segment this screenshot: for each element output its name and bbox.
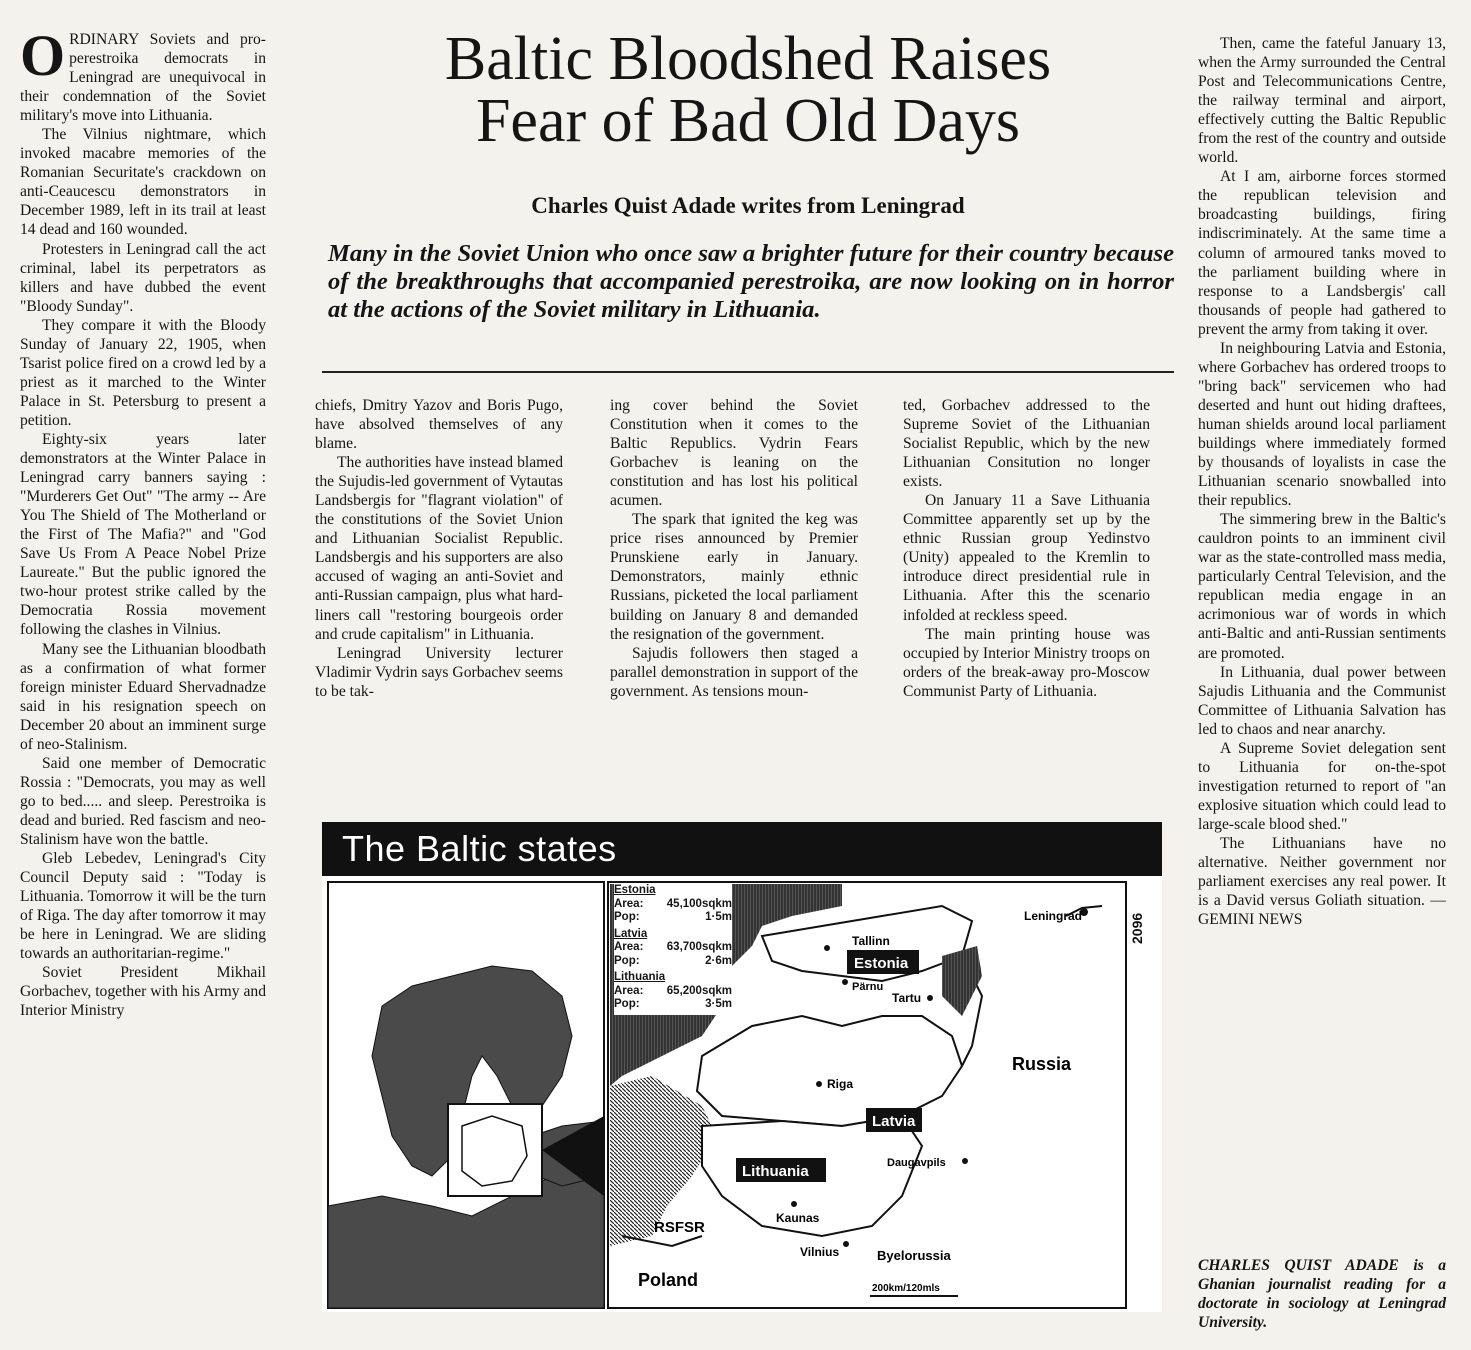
parnu-label: Pärnu	[852, 981, 884, 993]
author-name: CHARLES QUIST ADADE	[1198, 1257, 1399, 1274]
paragraph: The spark that ignited the keg was price rises announced by Premier Prunskiene early in January. Demonstrators, mainly ethnic Russians, picketed the local parliament building on January 8 and demanded the resignation of the government.	[610, 511, 858, 643]
latvia-label: Latvia	[872, 1113, 916, 1130]
stats-pop-value: 1·5m	[705, 911, 732, 923]
country-stats-box	[614, 884, 732, 1015]
poland-label: Poland	[638, 1270, 699, 1290]
tartu-marker	[927, 995, 933, 1001]
map-title: The Baltic states	[342, 828, 617, 869]
stats-area-label: Area:	[614, 897, 644, 910]
standfirst: Many in the Soviet Union who once saw a brighter future for their country because of the breakthroughs that accompanied perestroika, are now looking on in horror at the actions of the Soviet military in Lithuania.	[328, 240, 1174, 324]
stats-lithuania	[614, 971, 732, 1012]
paragraph: In neighbouring Latvia and Estonia, where Gorbachev has ordered troops to "bring back" servicemen who had deserted and hunt out hiding draftees, human shields around local parliament buildings where immediately formed by thousands of loyalists in case the Lithuanian scenario snowballed into their republics.	[1198, 339, 1446, 510]
kaunas-marker	[791, 1201, 797, 1207]
paragraph: Sajudis followers then staged a parallel demonstration in support of the government. As tensions moun-	[610, 644, 858, 700]
map-title-bar	[322, 822, 1162, 876]
article-column-middle-1	[315, 396, 563, 701]
paragraph: The simmering brew in the Baltic's cauldron points to an imminent civil war as the state-controlled mass media, particularly Central Television, and the republican media engage in an acrimonious war of words in which anti-Baltic and anti-Russian sentiments are promoted.	[1198, 511, 1446, 662]
byline: Charles Quist Adade writes from Leningrad	[531, 193, 965, 218]
riga-label: Riga	[827, 1077, 854, 1091]
tallinn-label: Tallinn	[852, 934, 890, 948]
paragraph: Said one member of Democratic Rossia : "Democrats, you may as well go to bed..... and sleep. Perestroika is dead and buried. Red fascism and neo-Stalinism have won the battle.	[20, 754, 266, 848]
stats-country-name: Latvia	[614, 927, 648, 940]
graphic-credit: 2096	[1129, 912, 1145, 944]
stats-area-value: 63,700sqkm	[666, 941, 732, 953]
riga-marker	[816, 1081, 822, 1087]
scale-label: 200km/120mls	[872, 1283, 940, 1294]
paragraph: In Lithuania, dual power between Sajudis Lithuania and the Communist Committee of Lithuania Salvation has led to chaos and near anarchy.	[1198, 663, 1446, 738]
stats-estonia	[614, 884, 732, 925]
paragraph: chiefs, Dmitry Yazov and Boris Pugo, have absolved themselves of any blame.	[315, 397, 563, 453]
daugavpils-marker	[962, 1158, 968, 1164]
paragraph: Leningrad University lecturer Vladimir Vydrin says Gorbachev seems to be tak-	[315, 644, 563, 700]
russia-label: Russia	[1012, 1054, 1072, 1074]
author-note	[1198, 1256, 1446, 1332]
stats-country-name: Lithuania	[614, 971, 666, 983]
rsfsr-label: RSFSR	[654, 1219, 705, 1236]
article-column-middle-2	[610, 396, 858, 701]
stats-pop-value: 2·6m	[705, 954, 732, 967]
baltic-map-graphic	[322, 822, 1162, 1312]
paragraph: Eighty-six years later demonstrators at the Winter Palace in Leningrad carry banners saying : "Murderers Get Out" "The army -- Are You The Shield of The Motherland or the First of The Mafia?" and "God Save Us From A Peace Nobel Prize Laureate." But the public ignored the two-hour protest strike called by the Democratia Rossia movement following the clashes in Vilnius.	[20, 430, 266, 639]
stats-pop-label: Pop:	[614, 911, 640, 923]
parnu-marker	[842, 979, 848, 985]
divider-rule	[322, 371, 1174, 373]
tartu-label: Tartu	[892, 991, 922, 1005]
headline	[318, 25, 1178, 155]
stats-area-value: 45,100sqkm	[666, 897, 732, 910]
stats-pop-label: Pop:	[614, 998, 640, 1010]
paragraph: The Lithuanians have no alternative. Neither government nor parliament exercises any real power. It is a David versus Goliath situation. — GEMINI NEWS	[1198, 834, 1446, 929]
lithuania-label: Lithuania	[742, 1163, 809, 1180]
paragraph: They compare it with the Bloody Sunday of January 22, 1905, when Tsarist police fired on a crowd led by a priest as it marched to the Winter Palace in St. Petersburg to present a petition.	[20, 316, 266, 429]
paragraph: Soviet President Mikhail Gorbachev, together with his Army and Interior Ministry	[20, 964, 266, 1020]
stats-area-label: Area:	[614, 941, 644, 953]
map-illustration	[322, 876, 1162, 1312]
stats-pop-value: 3·5m	[705, 998, 732, 1010]
leningrad-label: Leningrad	[1024, 909, 1083, 923]
stats-country-name: Estonia	[614, 884, 656, 896]
paragraph: A Supreme Soviet delegation sent to Lithuania for on-the-spot investigation returned to report of "an explosive situation which could lead to large-scale blood shed."	[1198, 739, 1446, 833]
paragraph: The main printing house was occupied by Interior Ministry troops on orders of the break-away pro-Moscow Communist Party of Lithuania.	[903, 625, 1150, 700]
stats-pop-label: Pop:	[614, 954, 640, 967]
vilnius-label: Vilnius	[800, 1245, 840, 1259]
paragraph: The authorities have instead blamed the Sujudis-led government of Vytautas Landsbergis for "flagrant violation" of the constitutions of the Soviet Union and Lithuanian Socialist Republic. Landsbergis and his supporters are also accused of waging an anti-Soviet and anti-Russian campaign, plus what hard-liners call "restoring bourgeois order and crude capitalism" in Lithuania.	[315, 454, 563, 643]
headline-line: Fear of Bad Old Days	[475, 87, 1021, 155]
article-column-middle-3	[903, 396, 1150, 701]
paragraph: The Vilnius nightmare, which invoked macabre memories of the Romanian Securitate's crackdown on anti-Ceaucescu demonstrators in December 1989, left in its trail at least 14 dead and 160 wounded.	[20, 126, 266, 239]
kaunas-label: Kaunas	[776, 1211, 820, 1225]
article-column-left	[20, 23, 266, 1020]
paragraph: Protesters in Leningrad call the act criminal, label its perpetrators as killers and have dubbed the event "Bloody Sunday".	[20, 240, 266, 315]
paragraph: Then, came the fateful January 13, when the Army surrounded the Central Post and Telecommunications Centre, the railway terminal and airport, effectively cutting the Baltic Republic from the rest of the country and outside world.	[1198, 35, 1446, 167]
paragraph: On January 11 a Save Lithuania Committee apparently set up by the ethnic Russian group Yedinstvo (Unity) appealed to the Kremlin to introduce direct presidential rule in Lithuania. After this the scenario infolded at reckless speed.	[903, 492, 1150, 624]
tallinn-marker	[824, 945, 830, 951]
author-description: is a Ghanian journalist reading for a doctorate in sociology at Leningrad University.	[1198, 1257, 1446, 1331]
paragraph: Many see the Lithuanian bloodbath as a confirmation of what former foreign minister Eduard Shervadnadze said in his resignation speech on December 20 about an imminent surge of neo-Stalinism.	[20, 640, 266, 753]
stats-area-value: 65,200sqkm	[666, 984, 732, 997]
headline-line: Baltic Bloodshed Raises	[444, 25, 1052, 93]
drop-cap: O	[20, 23, 66, 88]
stats-latvia	[614, 928, 732, 969]
estonia-label: Estonia	[854, 955, 909, 972]
article-column-right	[1198, 34, 1446, 929]
stats-area-label: Area:	[614, 984, 644, 997]
paragraph: ted, Gorbachev addressed to the Supreme Soviet of the Lithuanian Socialist Republic, which by the new Lithuanian Consitution no longer exists.	[903, 397, 1150, 491]
byelorussia-label: Byelorussia	[877, 1248, 951, 1263]
paragraph: ORDINARY Soviets and pro-perestroika democrats in Leningrad are unequivocal in their condemnation of the Soviet military's move into Lithuania.	[20, 23, 266, 125]
paragraph: Gleb Lebedev, Leningrad's City Council Deputy said : "Today is Lithuania. Tomorrow it will be the turn of Riga. The day after tomorrow it may be here in Leningrad. We are sliding towards an authoritarian-regime."	[20, 850, 266, 963]
daugavpils-label: Daugavpils	[887, 1157, 946, 1169]
paragraph: At I am, airborne forces stormed the republican television and broadcasting buildings, firing indiscriminately. At the same time a column of armoured tanks moved to the parliament building where in response to a Landsbergis' call thousands of people had gathered to prevent the army from taking it over.	[1198, 168, 1446, 338]
vilnius-marker	[843, 1241, 849, 1247]
paragraph: ing cover behind the Soviet Constitution when it comes to the Baltic Republics. Vydrin Fears Gorbachev is leaning on the constitution and has lost his political acumen.	[610, 397, 858, 510]
